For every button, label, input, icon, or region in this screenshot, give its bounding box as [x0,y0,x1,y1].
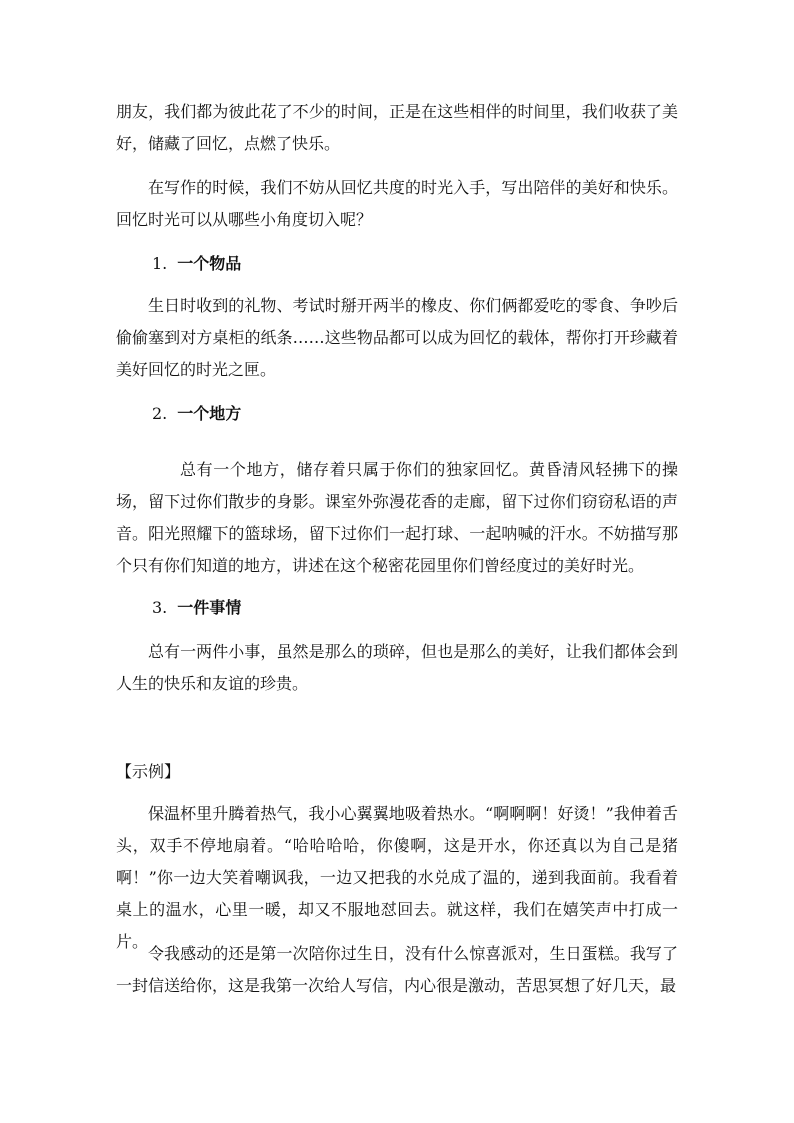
section-heading-1 [152,248,241,280]
section-title: 一个物品 [177,254,242,273]
intro-paragraph-continued: 朋友，我们都为彼此花了不少的时间，正是在这些相伴的时间里，我们收获了美好，储藏了回忆，点燃了快乐。 [116,102,678,153]
section-number: 3. [152,598,168,617]
example-paragraph-2: 令我感动的还是第一次陪你过生日，没有什么惊喜派对，生日蛋糕。我写了一封信送给你，这是我第一次给人写信，内心很是激动，苦思冥想了好几天，最 [116,944,678,995]
section-2-body: 总有一个地方，储存着只属于你们的独家回忆。黄昏清风轻拂下的操场，留下过你们散步的身影。课室外弥漫花香的走廊，留下过你们窃窃私语的声音。阳光照耀下的篮球场，留下过你们一起打球、一起呐喊的汗水。不妨描写那个只有你们知道的地方，讲述在这个秘密花园里你们曾经度过的美好时光。 [116,460,678,575]
section-number: 2. [152,404,168,423]
example-label: 【示例】 [116,762,181,781]
section-3-body: 总有一两件小事，虽然是那么的琐碎，但也是那么的美好，让我们都体会到人生的快乐和友谊的珍贵。 [116,642,678,693]
section-number: 1. [152,254,168,273]
example-paragraph-1: 保温杯里升腾着热气，我小心翼翼地吸着热水。“啊啊啊！好烫！”我伸着舌头，双手不停地扇着。“哈哈哈哈，你傻啊，这是开水，你还真以为自己是猪啊！”你一边大笑着嘲讽我，一边又把我的水兑成了温的，递到我面前。我看着桌上的温水，心里一暖，却又不服地怼回去。就这样，我们在嬉笑声中打成一片。 [116,804,678,951]
section-title: 一件事情 [177,598,242,617]
intro-paragraph: 在写作的时候，我们不妨从回忆共度的时光入手，写出陪伴的美好和快乐。回忆时光可以从哪些小角度切入呢？ [116,178,678,229]
section-title: 一个地方 [177,404,242,423]
section-heading-2 [152,398,241,430]
section-1-body: 生日时收到的礼物、考试时掰开两半的橡皮、你们俩都爱吃的零食、争吵后偷偷塞到对方桌柜的纸条……这些物品都可以成为回忆的载体，帮你打开珍藏着美好回忆的时光之匣。 [116,296,678,379]
section-heading-3 [152,592,241,624]
